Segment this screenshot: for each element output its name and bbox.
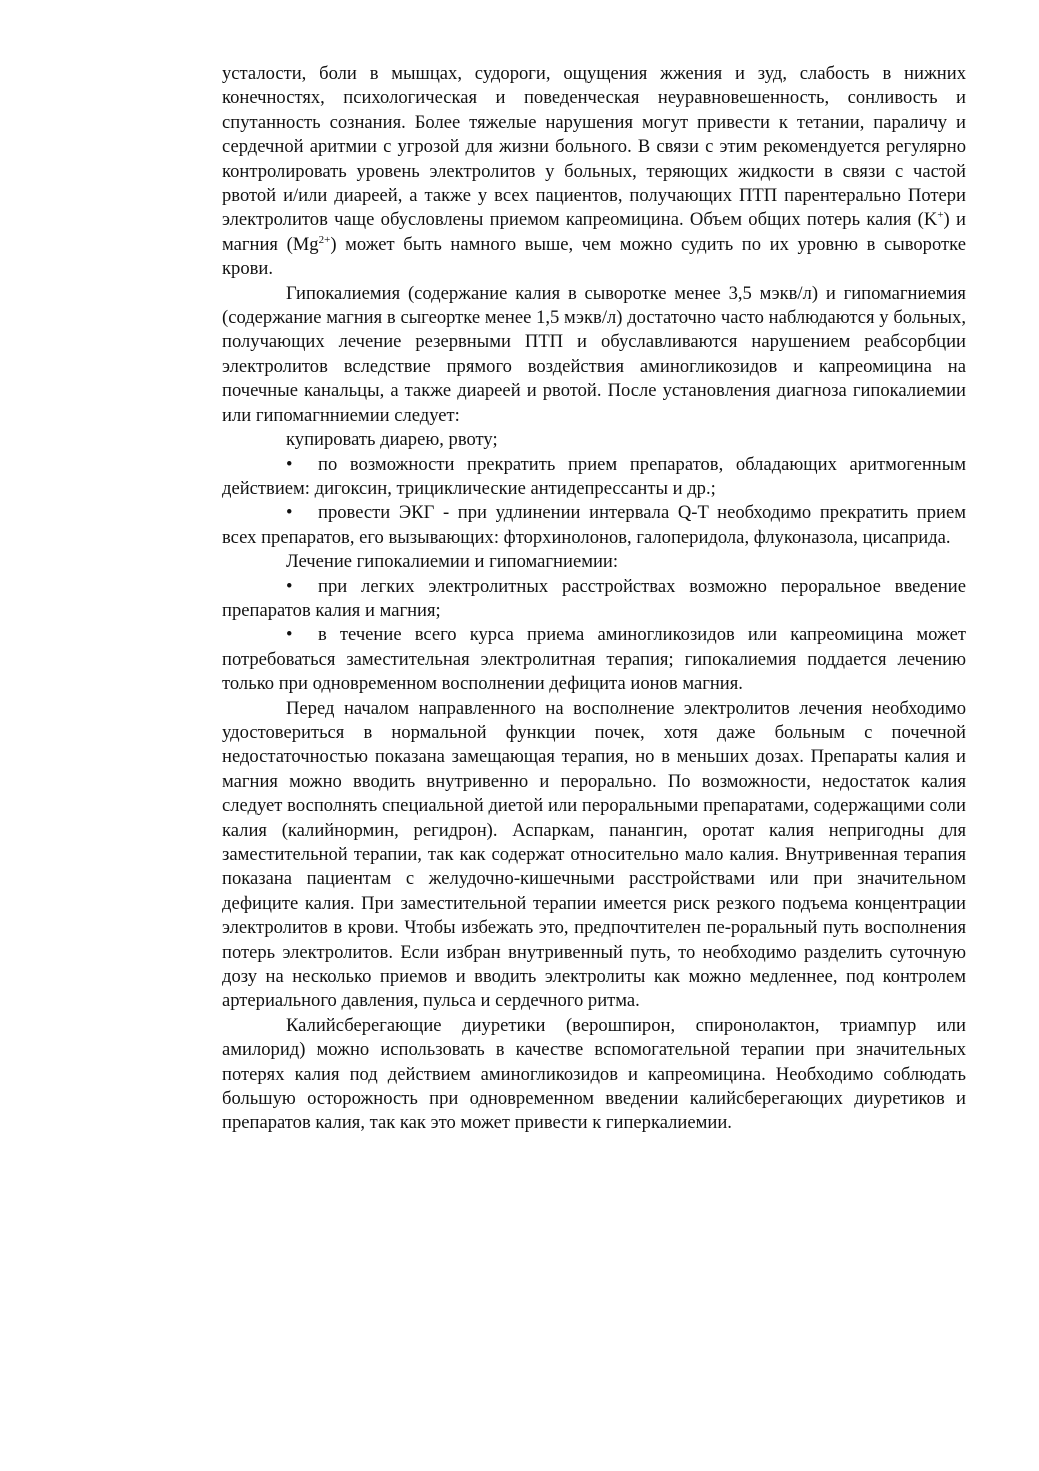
paragraph-continuation-text-c: ) может быть намного выше, чем можно судить по их уровню в сыворотке крови. — [222, 233, 966, 280]
paragraph-continuation — [222, 62, 966, 282]
bullet-icon: • — [286, 575, 293, 597]
paragraph-stop-diarrhea: купировать диарею, рвоту; — [286, 429, 498, 451]
bullet-item-ecg — [222, 501, 966, 550]
paragraph-hypokalemia: Гипокалиемия (содержание калия в сыворотке менее 3,5 мэкв/л) и гипомагниемия (содержание магния в сыгеортке менее 1,5 мэкв/л) достаточно часто наблюдаются у больных, получающих лечение резервными ПТП и обуславливаются нарушением реабсорбции электролитов вследствие прямого воздействия аминогликозидов и капреомицина на почечные канальцы, а также диареей и рвотой. После установления диагноза гипокалиемии или гипомагнниемии следует: — [222, 282, 966, 426]
paragraph-continuation-text-a: усталости, боли в мышцах, судороги, ощущения жжения и зуд, слабость в нижних конечностях, психологическая и поведенческая неуравновешенность, сонливость и спутанность сознания. Более тяжелые нарушения могут привести к тетании, параличу и сердечной аритмии с угрозой для жизни больного. В связи с этим рекомендуется регулярно контролировать уровень электролитов у больных, теряющих жидкости в связи с частой рвотой и/или диареей, а также у всех пациентов, получающих ПТП парентерально Потери электролитов чаще обусловлены приемом капреомицина. Объем общих потерь калия (K — [222, 63, 966, 231]
bullet-text: провести ЭКГ - при удлинении интервала Q-T необходимо прекратить прием всех препаратов, его вызывающих: фторхинолонов, галоперидола, флуконазола, цисаприда. — [222, 502, 966, 548]
paragraph-potassium-sparing-diuretics: Калийсберегающие диуретики (верошпирон, спиронолактон, триампур или амилорид) можно использовать в качестве вспомогательной терапии при значительных потерях калия под действием аминогликозидов и капреомицина. Необходимо соблюдать большую осторожность при одновременном введении калийсберегающих диуретиков и препаратов калия, так как это может привести к гиперкалиемии. — [222, 1014, 966, 1134]
bullet-item-replacement-therapy — [222, 623, 966, 696]
document-page — [222, 62, 966, 1136]
paragraph-continuation-text-b: ) и магния (Mg — [222, 209, 966, 255]
paragraph-electrolyte-replacement: Перед началом направленного на восполнение электролитов лечения необходимо удостовериться в нормальной функции почек, хотя даже больным с почечной недостаточностью показана замещающая терапия, но в меньших дозах. Препараты калия и магния можно вводить внутривенно и перорально. По возможности, недостаток калия следует восполнять специальной диетой или пероральными препаратами, содержащими соли калия (калийнормин, регидрон). Аспаркам, панангин, оротат калия непригодны для заместительной терапии, так как содержат относительно мало калия. Внутривенная терапия показана пациентам с желудочно-кишечными расстройствами или при значительном дефиците калия. При заместительной терапии имеется риск резкого подъема концентрации электролитов в крови. Чтобы избежать это, предпочтителен пе-роральный путь восполнения потерь электролитов. Если избран внутривенный путь, то необходимо разделить суточную дозу на несколько приемов и вводить электролиты как можно медленнее, под контролем артериального давления, пульса и сердечного ритма. — [222, 697, 966, 1012]
bullet-text: по возможности прекратить прием препаратов, обладающих аритмогенным действием: дигоксин, трициклические антидепрессанты и др.; — [222, 453, 966, 499]
paragraph-treatment-heading: Лечение гипокалиемии и гипомагниемии: — [286, 551, 619, 573]
bullet-item-stop-arrhythmogenic — [222, 453, 966, 502]
bullet-item-oral-preparations — [222, 575, 966, 624]
bullet-text: при легких электролитных расстройствах возможно пероральное введение препаратов калия и магния; — [222, 575, 966, 621]
magnesium-charge-superscript: 2+ — [318, 233, 331, 246]
bullet-icon: • — [286, 453, 293, 475]
bullet-icon: • — [286, 624, 293, 646]
bullet-icon: • — [286, 502, 293, 524]
potassium-charge-superscript: + — [937, 209, 944, 222]
bullet-text: в течение всего курса приема аминогликозидов или капреомицина может потребоваться заместительная электролитная терапия; гипокалиемия поддается лечению только при одновременном восполнении дефицита ионов магния. — [222, 624, 966, 695]
